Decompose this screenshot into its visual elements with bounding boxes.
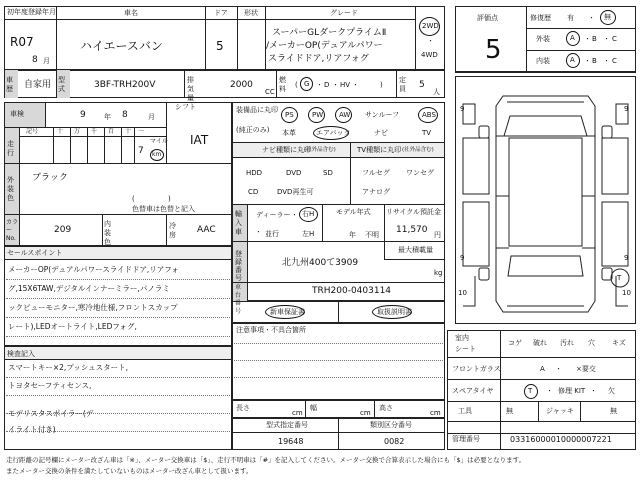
- grade-line2: /メーカーOP(デュアルパワー: [266, 41, 383, 51]
- inspection-year-unit: 年: [104, 113, 111, 121]
- mileage-unit-mile: マイル: [150, 138, 168, 145]
- mileage-label: 走行: [7, 140, 14, 157]
- ac-value: AAC: [197, 225, 216, 235]
- import-left: 左H: [302, 230, 315, 238]
- mileage-digit-header-3: 千: [91, 128, 98, 135]
- mileage-digit-header-0: 記号: [26, 128, 39, 135]
- diagram-nine-bl: 9: [460, 254, 465, 262]
- spare-kit: 修理 KIT: [558, 387, 586, 395]
- inspector-note-1: スマートキー×2,プッシュスタート,: [8, 363, 128, 372]
- mgmt-value: 03316000010000007221: [510, 435, 612, 444]
- tools-value: 無: [506, 407, 513, 415]
- diagram-ten-br: 10: [622, 289, 631, 297]
- fuel-label: 燃料: [279, 76, 286, 93]
- inspection-year: 9: [80, 110, 86, 120]
- doors: 5: [216, 39, 224, 53]
- inspector-notes-box: [4, 346, 232, 450]
- glass-dot: ・: [555, 365, 562, 373]
- row2-box: [4, 70, 445, 98]
- sales-point-line-2: グ,15X6TAW,デジタルインナーミラー,パノラミ: [8, 284, 170, 293]
- exterior-dot-2: ・: [603, 35, 610, 43]
- equip2-item-2: ナビ: [374, 129, 388, 137]
- spare-none: 欠: [608, 387, 615, 395]
- car-name: ハイエースバン: [80, 39, 163, 53]
- manual: 取扱説明書: [377, 308, 412, 316]
- inspector-note-4: モデリスタスポイラー(デ: [8, 409, 94, 418]
- recycle-value: 11,570: [396, 225, 428, 235]
- first-reg-label: 初年度登録年月: [7, 8, 56, 16]
- fuel-dot-3: ・: [352, 81, 359, 89]
- car-diagram: [455, 76, 636, 324]
- shift-label: シフト: [175, 103, 196, 111]
- drive-dot: ・: [427, 37, 434, 45]
- exterior-paren-close: ): [168, 195, 171, 203]
- seat-yabure: 破れ: [533, 339, 547, 347]
- exterior-grade-a: A: [570, 34, 575, 42]
- model-year-label: モデル年式: [336, 208, 371, 216]
- navi-cd: CD: [248, 188, 259, 196]
- repair-dot: ・: [588, 14, 595, 22]
- first-reg-month: 8: [32, 55, 38, 65]
- exterior-color: ブラック: [32, 173, 68, 183]
- equip-item-3: サンルーフ: [365, 111, 400, 119]
- spare-label: スペアタイヤ: [452, 387, 494, 395]
- diagram-t: T: [617, 274, 622, 282]
- displacement-label: 排気量: [187, 76, 194, 102]
- import-dealer: ディーラー: [256, 211, 291, 219]
- exterior-grade-c: C: [612, 35, 617, 43]
- tv-label: TV種類に丸印: [357, 146, 402, 154]
- color-code-label: カラー No.: [6, 219, 19, 242]
- navi-dvd-play: DVD再生可: [277, 188, 314, 196]
- drive-4wd: 4WD: [421, 51, 438, 59]
- width-label: 幅: [310, 404, 317, 412]
- diagram-nine-br: 9: [624, 254, 629, 262]
- sales-point-line-1: メーカーOP(デュアルパワースライドドア,リアフォ: [8, 265, 179, 274]
- tv-fullseg: フルセグ: [362, 169, 390, 177]
- interior-dot-2: ・: [603, 57, 610, 65]
- diagram-ten-bl: 10: [458, 289, 467, 297]
- seat-ana: 穴: [588, 339, 595, 347]
- exterior-grade-label: 外装: [536, 35, 550, 43]
- model-year-unknown: 不明: [365, 231, 379, 239]
- sales-point-label: セールスポイント: [7, 249, 63, 257]
- length-label: 長さ: [236, 404, 250, 412]
- import-parallel: 並行: [265, 230, 279, 238]
- import-dealer-dot: ・: [291, 211, 298, 219]
- fuel-d: D: [324, 81, 330, 89]
- height-label: 高さ: [379, 404, 393, 412]
- fuel-dot-2: ・: [332, 81, 339, 89]
- shift-value: IAT: [190, 133, 209, 147]
- displacement-value: 2000: [230, 80, 253, 90]
- navi-sub: (社外品含む): [304, 147, 336, 153]
- mileage-digit-header-2: 万: [74, 128, 81, 135]
- tv-analog: アナログ: [362, 188, 390, 196]
- tv-sub: (社外品含む): [402, 147, 434, 153]
- drive-2wd: 2WD: [422, 22, 439, 30]
- first-reg-era: R07: [10, 35, 34, 49]
- model-year-unit: 年: [349, 231, 356, 239]
- use-label: 車歴: [6, 76, 13, 93]
- registration-label: 登録番号: [235, 250, 242, 282]
- type-designation: 19648: [278, 437, 304, 446]
- interior-color-label: 内装色: [104, 220, 111, 246]
- car-name-label: 車名: [124, 9, 138, 17]
- cc-unit: CC: [265, 88, 275, 96]
- navi-label: ナビ種類に丸印: [262, 146, 311, 154]
- fuel-hv: HV: [340, 81, 351, 89]
- shape-label: 形状: [244, 9, 258, 17]
- exterior-grade-b: B: [592, 35, 597, 43]
- import-right: 右H: [302, 210, 315, 218]
- exterior-label: 外装色: [7, 176, 14, 202]
- first-reg-month-unit: 月: [43, 57, 50, 65]
- exterior-dot-1: ・: [584, 35, 591, 43]
- score-label: 評価点: [477, 14, 498, 22]
- new-warranty: 新車保証書: [270, 308, 305, 316]
- jack-value: 無: [610, 407, 617, 415]
- interior-grade-b: B: [592, 57, 597, 65]
- spare-dot-2: ・: [590, 387, 597, 395]
- spare-t: T: [528, 387, 533, 395]
- equip-item-4: ABS: [422, 111, 436, 119]
- max-load-unit: kg: [434, 269, 443, 277]
- model-value: 3BF-TRH200V: [94, 80, 156, 90]
- inspector-note-5: イライト付き): [8, 425, 56, 434]
- recycle-unit: 円: [434, 231, 441, 239]
- mileage-digit-header-1: 十: [57, 128, 64, 135]
- sales-point-line-4: レート),LEDオートライト,LEDフォグ,: [8, 322, 137, 331]
- import-label: 輸入車: [235, 210, 242, 236]
- import-parallel-dot: ・: [255, 228, 262, 236]
- registration-value: 北九州400て3909: [282, 258, 359, 268]
- jack-label: ジャッキ: [546, 407, 574, 415]
- glass-x: ×要交: [576, 365, 596, 373]
- repair-label: 修復歴: [530, 14, 551, 22]
- diagram-nine-tl: 9: [460, 105, 465, 113]
- navi-dvd: DVD: [286, 169, 302, 177]
- seat-koge: コゲ: [508, 339, 522, 347]
- capacity-value: 5: [419, 80, 425, 90]
- seat-yogore: 汚れ: [560, 339, 574, 347]
- capacity-label: 定員: [399, 76, 406, 93]
- equip2-item-3: TV: [422, 129, 432, 137]
- grade-label: グレード: [330, 9, 358, 17]
- inspection-label: 車検: [10, 110, 24, 118]
- grade-line3: スライドドア,リアフォグ: [268, 54, 369, 64]
- chassis-value: TRH200-0403114: [312, 286, 392, 296]
- footer-line-1: 走行距離の記号欄にメーター改ざん車は「※」、メーター交換車は「$」、走行不明車は「#」を記入してください。メーター交換で合算表示した場合にも「$」は必要となります。: [6, 456, 526, 464]
- model-label: 型式: [58, 76, 65, 93]
- equipment-sub: (純正のみ): [236, 126, 270, 134]
- inspection-month: 8: [122, 110, 128, 120]
- seat-label-1: 室内: [455, 334, 469, 342]
- use-value: 自家用: [24, 80, 52, 90]
- mgmt-label: 管理番号: [452, 435, 480, 443]
- inspector-note-2: トヨタセーフティセンス,: [8, 381, 92, 390]
- glass-label: フロントガラス: [452, 365, 501, 373]
- caution-label: 注意事項・不具合箇所: [236, 326, 306, 334]
- interior-grade-a: A: [570, 56, 575, 64]
- height-unit: cm: [430, 409, 441, 417]
- navi-hdd: HDD: [246, 169, 263, 177]
- width-unit: cm: [360, 409, 371, 417]
- type-designation-label: 型式指定番号: [266, 421, 308, 429]
- glass-a: A: [540, 365, 545, 373]
- mileage-unit-km: km: [152, 151, 162, 158]
- spare-dot-1: ・: [546, 387, 553, 395]
- fuel-paren-open: (: [295, 81, 298, 89]
- equip-item-2: AW: [339, 111, 351, 119]
- length-unit: cm: [292, 409, 303, 417]
- max-load-label: 最大積載量: [398, 246, 433, 254]
- grade-line1: スーパーGLダークプライムⅡ: [272, 28, 387, 38]
- color-code: 209: [54, 225, 72, 235]
- exterior-paren-open: (: [132, 195, 135, 203]
- equip-item-1: PW: [312, 111, 324, 119]
- fuel-dot-1: ・: [316, 81, 323, 89]
- repair-no: 無: [604, 13, 611, 21]
- chassis-label: 車台番号: [235, 284, 242, 315]
- recycle-label: リサイクル預託金: [386, 208, 442, 216]
- dimensions-row: [232, 400, 445, 418]
- inspector-notes-label: 検査記入: [7, 350, 35, 358]
- equip-item-0: PS: [285, 111, 294, 119]
- navi-sd: SD: [323, 169, 333, 177]
- capacity-unit: 人: [433, 88, 440, 96]
- mileage-value: 7: [138, 146, 144, 156]
- fuel-paren-close: ): [380, 81, 383, 89]
- sales-point-line-3: ックビューモニター,寒冷地仕様,フロントスカップ: [8, 303, 178, 312]
- ac-label: 冷房: [169, 222, 176, 239]
- diagram-nine-tr: 9: [624, 105, 629, 113]
- caution-box: [232, 323, 445, 400]
- tv-oneseg: ワンセグ: [406, 169, 434, 177]
- score-value: 5: [485, 35, 502, 65]
- tools-label: 工具: [458, 407, 472, 415]
- seat-kizu: キズ: [612, 339, 626, 347]
- interior-grade-c: C: [612, 57, 617, 65]
- class-value: 0082: [384, 437, 405, 446]
- mileage-digit-header-5: 十: [125, 128, 132, 135]
- repair-yes: 有: [567, 14, 574, 22]
- mileage-digit-header-4: 百: [108, 128, 115, 135]
- equip2-item-0: 本革: [282, 129, 296, 137]
- seat-label-2: シート: [455, 345, 476, 353]
- interior-grade-label: 内装: [536, 57, 550, 65]
- equip2-item-1: エアバック: [316, 129, 351, 137]
- fuel-g: G: [304, 80, 310, 88]
- inspection-month-unit: 月: [148, 113, 155, 121]
- class-label: 類別区分番号: [370, 421, 412, 429]
- footer-line-2: またメーター交換の条件を満たしていないものはメーター改ざん車として扱います。: [6, 467, 253, 475]
- interior-dot-1: ・: [584, 57, 591, 65]
- sales-point-box: [4, 246, 232, 346]
- door-label: ドア: [214, 9, 228, 17]
- mileage-digit-header-6: 一: [138, 128, 145, 135]
- equipment-label: 装備品に丸印: [236, 106, 278, 114]
- exterior-note: 色替車は色替と記入: [132, 205, 195, 213]
